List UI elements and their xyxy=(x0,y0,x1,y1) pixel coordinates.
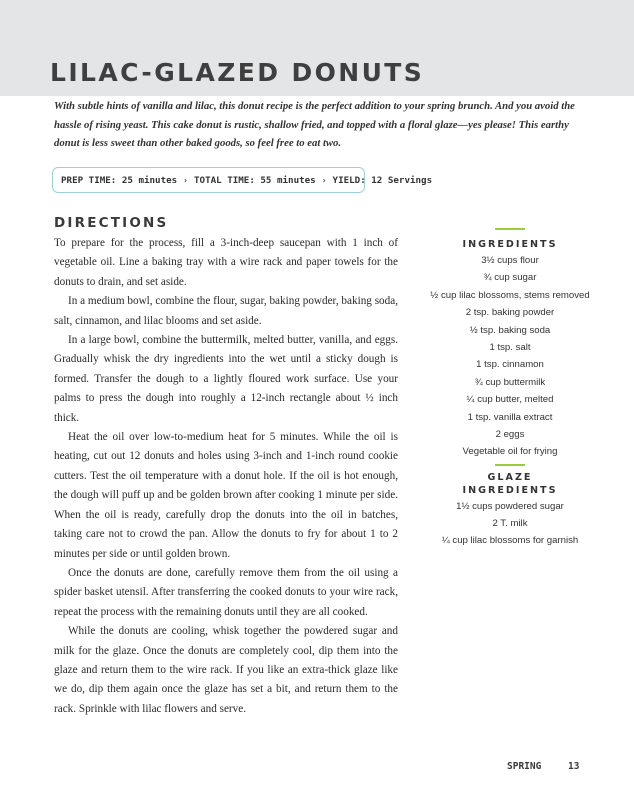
total-time: TOTAL TIME: 55 minutes xyxy=(194,174,316,186)
ingredient-item: 2 tsp. baking powder xyxy=(465,307,555,319)
ingredient-item: ½ cup lilac blossoms, stems removed xyxy=(430,289,590,301)
page-number: 13 xyxy=(568,761,580,772)
ingredients-sidebar xyxy=(418,228,602,553)
glaze-list xyxy=(418,501,602,548)
ingredient-item: ¼ cup butter, melted xyxy=(466,394,554,406)
directions-paragraph: Heat the oil over low-to-medium heat for 5 minutes. While the oil is heating, cut out 12 donuts and holes using 3-inch and 1-inch round cookie cutters. Test the oil temperature with a donut hole. If the oil is hot enough, the dough will puff up and be golden brown after cooking 1 minute per side. When the oil is ready, carefully drop the donuts into the oil in batches, taking care not to crowd the pan. Allow the donuts to fry for about 1 to 2 minutes per side or until golden brown. xyxy=(54,431,398,560)
ingredients-heading: INGREDIENTS xyxy=(462,239,558,250)
directions-paragraph: Once the donuts are done, carefully remove them from the oil using a spider basket utensil. After transferring the cooked donuts to your wire rack, repeat the process with the remaining donuts until they are all cooked. xyxy=(54,566,398,618)
prep-time: PREP TIME: 25 minutes xyxy=(61,174,178,186)
directions-paragraph: To prepare for the process, fill a 3-inch-deep saucepan with 1 inch of vegetable oil. Line a baking tray with a wire rack and paper towels for the donuts to drain, and set aside. xyxy=(54,237,398,288)
ingredients-list xyxy=(418,255,602,459)
ingredient-item: 3½ cups flour xyxy=(481,255,539,266)
ingredient-item: ¾ cup buttermilk xyxy=(474,376,546,388)
glaze-item: 1½ cups powdered sugar xyxy=(456,500,564,512)
ingredient-item: Vegetable oil for frying xyxy=(462,446,558,458)
ingredient-item: 1 tsp. salt xyxy=(489,341,531,353)
chevron-right-icon: › xyxy=(321,175,327,185)
footer-section: SPRING xyxy=(507,761,542,772)
directions-paragraph: While the donuts are cooling, whisk together the powdered sugar and milk for the glaze. Once the donuts are completely cool, dip them into the glaze and return them to the wire rack. If you like an extra-thick glaze like we do, dip them again once the glaze has set a bit, and return them to the rack. Sprinkle with lilac flowers and serve. xyxy=(54,625,398,715)
ingredient-item: ¾ cup sugar xyxy=(483,272,537,284)
recipe-title: LILAC-GLAZED DONUTS xyxy=(50,58,425,87)
directions-paragraph: In a medium bowl, combine the flour, sugar, baking powder, baking soda, salt, cinnamon, and lilac blooms and set aside. xyxy=(54,295,398,327)
directions-body xyxy=(54,234,398,719)
yield: YIELD: 12 Servings xyxy=(332,174,433,186)
recipe-meta-bar xyxy=(52,167,433,193)
directions-heading: DIRECTIONS xyxy=(54,215,169,231)
ingredient-item: ½ tsp. baking soda xyxy=(469,324,551,336)
ingredient-item: 1 tsp. cinnamon xyxy=(476,359,544,371)
glaze-item: 2 T. milk xyxy=(492,518,528,530)
glaze-heading: INGREDIENTS xyxy=(462,484,558,496)
chevron-right-icon: › xyxy=(183,175,188,185)
divider xyxy=(495,228,525,230)
directions-paragraph: In a large bowl, combine the buttermilk, melted butter, vanilla, and eggs. Gradually whisk the dry ingredients into the wet until a sticky dough is formed. Transfer the dough to a lightly floured work surface. Use your palms to press the dough into roughly a 12-inch rectangle about ½ inch thick. xyxy=(54,334,398,424)
glaze-item: ¼ cup lilac blossoms for garnish xyxy=(441,535,579,547)
glaze-heading: GLAZE xyxy=(487,471,533,483)
divider xyxy=(495,464,525,466)
ingredient-item: 1 tsp. vanilla extract xyxy=(467,411,553,423)
recipe-intro: With subtle hints of vanilla and lilac, this donut recipe is the perfect addition to your spring brunch. And you avoid the hassle of rising yeast. This cake donut is rustic, shallow fried, and topped with a floral glaze—yes please! This earthy donut is less sweet than other baked goods, so feel free to eat two. xyxy=(54,100,575,149)
ingredient-item: 2 eggs xyxy=(495,428,525,440)
